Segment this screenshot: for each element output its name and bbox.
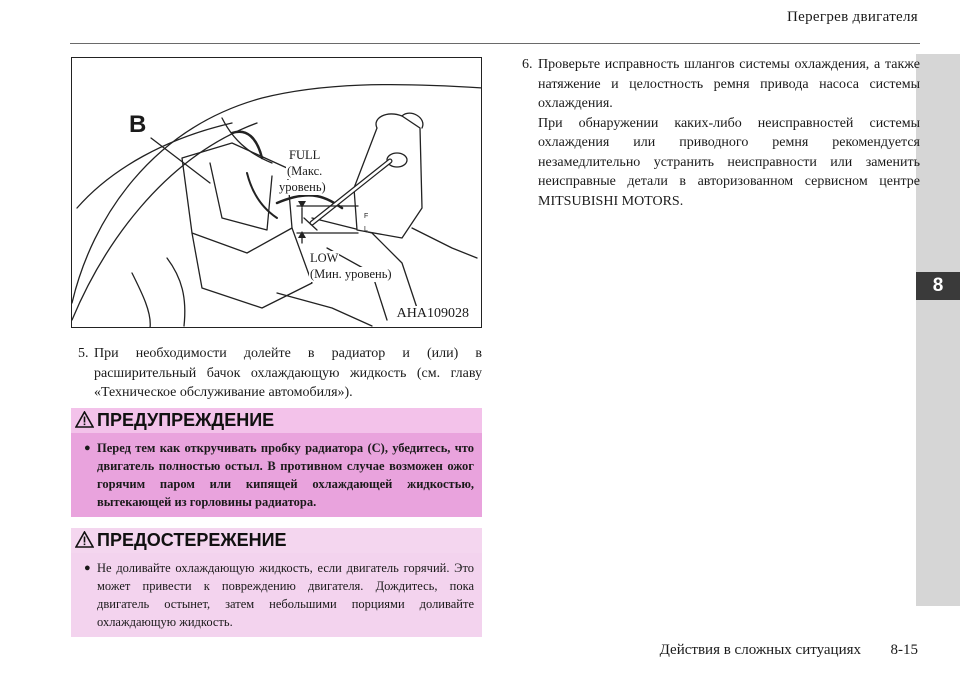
- step-5: [78, 344, 482, 403]
- page-footer: [660, 642, 918, 659]
- bullet-icon: ●: [84, 562, 91, 574]
- tank-mark-l: L: [364, 226, 368, 233]
- step-text: Проверьте исправность шлангов системы охлаждения, а также натяжение и целостность ремня привода насоса системы охлаждения.: [538, 57, 920, 111]
- figure-code: AHA109028: [396, 306, 469, 321]
- page-header-title: Перегрев двигателя: [787, 9, 918, 25]
- callout-letter-b: B: [129, 111, 147, 138]
- step-number: 6.: [522, 57, 533, 72]
- header-rule: [70, 43, 920, 44]
- warning-header: [71, 408, 482, 433]
- full-label-line1: FULL: [289, 148, 321, 162]
- caution-text: Не доливайте охлаждающую жидкость, если двигатель горячий. Это может привести к повреждению двигателя. Дождитесь, пока двигатель остынет, затем небольшими порциями доливайте охлаждающую жидкость.: [97, 561, 474, 629]
- step-text-continued: При обнаружении каких-либо неисправностей системы охлаждения или приводного ремня рекомендуется незамедлительно устранить неисправности или заменить неисправные детали в авторизованном сервисном центре MITSUBISHI MOTORS.: [538, 115, 920, 209]
- caution-body: [71, 553, 482, 637]
- warning-text: Перед тем как откручивать пробку радиатора (C), убедитесь, что двигатель полностью остыл. В противном случае возможен ожог горячим паром или кипящей охлаждающей жидкостью, вытекающей из горловины радиатора.: [97, 441, 474, 509]
- caution-title: ПРЕДОСТЕРЕЖЕНИЕ: [97, 530, 287, 550]
- step-text: При необходимости долейте в радиатор и (или) в расширительный бачок охлаждающую жидкость (см. главу «Техническое обслуживание автомобиля»).: [94, 346, 482, 400]
- warning-body: [71, 433, 482, 517]
- warning-box: [71, 408, 482, 517]
- coolant-reservoir-figure: [71, 57, 482, 328]
- warning-triangle-icon: [75, 411, 94, 428]
- caution-triangle-icon: [75, 531, 94, 548]
- page-number: 8-15: [890, 642, 918, 658]
- engine-bay-illustration: [72, 58, 482, 328]
- step-6: [522, 55, 920, 211]
- chapter-side-tab: [916, 54, 960, 606]
- caution-header: [71, 528, 482, 553]
- full-label-line3: уровень): [279, 180, 326, 194]
- warning-title: ПРЕДУПРЕЖДЕНИЕ: [97, 410, 275, 430]
- footer-section-title: Действия в сложных ситуациях: [659, 642, 861, 658]
- full-label-line2: (Макс.: [287, 164, 323, 178]
- step-number: 5.: [78, 346, 89, 361]
- low-label-line1: LOW: [310, 251, 339, 265]
- low-label-line2: (Мин. уровень): [310, 267, 392, 281]
- caution-box: [71, 528, 482, 637]
- chapter-number-badge: 8: [916, 272, 960, 300]
- bullet-icon: ●: [84, 442, 91, 454]
- tank-mark-f: F: [364, 213, 369, 220]
